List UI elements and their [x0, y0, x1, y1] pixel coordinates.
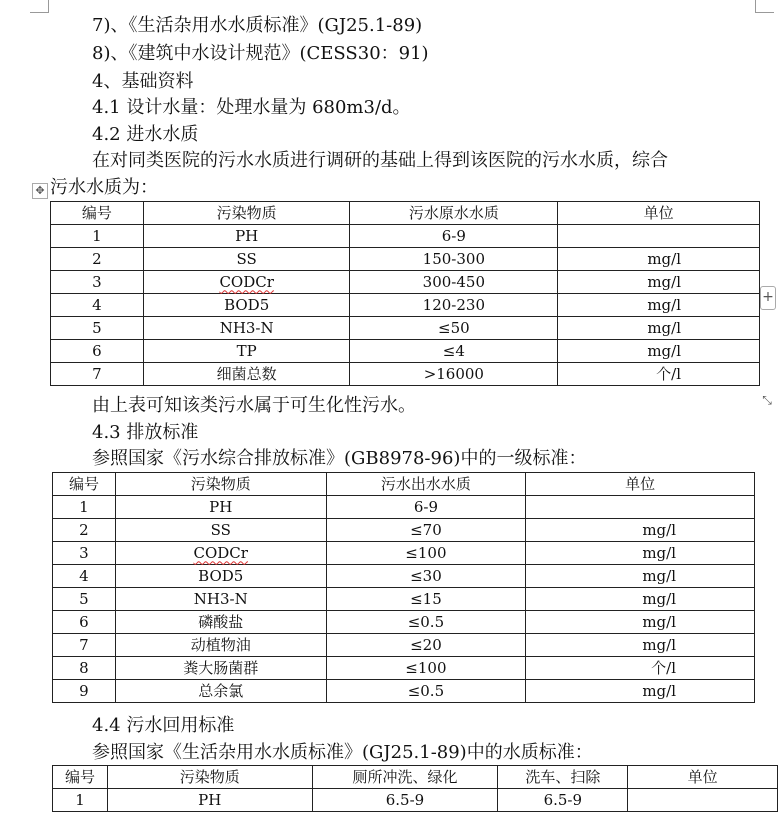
table-cell: ≤4 — [350, 340, 558, 363]
table-row — [53, 657, 755, 680]
effluent-quality-table — [52, 472, 755, 703]
table-cell: 9 — [53, 680, 116, 703]
paragraph-table1-conclusion: 由上表可知该类污水属于可生化性污水。 — [92, 395, 416, 416]
header-cell-id: 编号 — [53, 766, 108, 789]
header-cell-unit: 单位 — [628, 766, 778, 789]
section-heading-discharge: 4.3 排放标准 — [92, 422, 199, 443]
table-header-row — [53, 766, 778, 789]
table-cell: 总余氯 — [115, 680, 326, 703]
table-row — [53, 565, 755, 588]
table-cell — [143, 271, 350, 294]
table-cell: mg/l — [526, 680, 755, 703]
table-cell: mg/l — [558, 248, 760, 271]
table-cell: 2 — [51, 248, 144, 271]
paragraph-discharge-standard: 参照国家《污水综合排放标准》(GB8978-96)中的一级标准： — [92, 448, 587, 469]
table-cell: NH3-N — [115, 588, 326, 611]
section-heading-basic-data: 4、基础资料 — [92, 71, 194, 92]
table-cell: 5 — [51, 317, 144, 340]
table-cell: mg/l — [526, 542, 755, 565]
header-cell-pollutant: 污染物质 — [107, 766, 312, 789]
table-row — [53, 634, 755, 657]
table-cell: 1 — [53, 496, 116, 519]
table-cell: 4 — [51, 294, 144, 317]
table-cell — [115, 542, 326, 565]
paragraph-design-flow: 4.1 设计水量：处理水量为 680m3/d。 — [92, 97, 411, 118]
header-cell-id: 编号 — [51, 202, 144, 225]
table-row — [53, 588, 755, 611]
table-cell: 磷酸盐 — [115, 611, 326, 634]
table-cell: ≤50 — [350, 317, 558, 340]
header-cell-quality: 污水出水水质 — [326, 473, 526, 496]
table-row — [53, 789, 778, 812]
table-cell: 6.5-9 — [312, 789, 498, 812]
table-cell — [526, 496, 755, 519]
table-cell: PH — [115, 496, 326, 519]
table-cell: 2 — [53, 519, 116, 542]
table-cell: mg/l — [526, 611, 755, 634]
header-cell-pollutant: 污染物质 — [143, 202, 350, 225]
resize-diagonal-icon[interactable]: ⤡ — [762, 393, 772, 407]
page-corner-mark-right — [755, 0, 774, 13]
table-row — [53, 542, 755, 565]
table-cell: BOD5 — [115, 565, 326, 588]
table-cell: 300-450 — [350, 271, 558, 294]
table-cell: ≤30 — [326, 565, 526, 588]
table-cell: 个/l — [526, 657, 755, 680]
table-cell: 150-300 — [350, 248, 558, 271]
header-cell-id: 编号 — [53, 473, 116, 496]
table-cell — [628, 789, 778, 812]
paragraph-reuse-standard: 参照国家《生活杂用水水质标准》(GJ25.1-89)中的水质标准： — [92, 742, 593, 763]
header-cell-toilet-greening: 厕所冲洗、绿化 — [312, 766, 498, 789]
table-cell: BOD5 — [143, 294, 350, 317]
paragraph-influent-intro-cont: 污水水质为： — [50, 177, 158, 198]
table-cell: 个/l — [558, 363, 760, 386]
paragraph-standard-8: 8)、《建筑中水设计规范》(CESS30：91) — [92, 43, 429, 64]
table-header-row — [53, 473, 755, 496]
table-cell: ≤15 — [326, 588, 526, 611]
influent-quality-table — [50, 201, 760, 386]
table-cell: 6 — [53, 611, 116, 634]
table-header-row — [51, 202, 760, 225]
table-cell: mg/l — [558, 271, 760, 294]
table-cell: mg/l — [558, 294, 760, 317]
table-cell: NH3-N — [143, 317, 350, 340]
table-cell: SS — [143, 248, 350, 271]
move-arrows-icon[interactable]: ✥ — [32, 183, 48, 199]
table-row — [51, 271, 760, 294]
table-cell: SS — [115, 519, 326, 542]
table-cell: 3 — [51, 271, 144, 294]
paragraph-influent-intro: 在对同类医院的污水水质进行调研的基础上得到该医院的污水水质，综合 — [92, 150, 668, 171]
header-cell-pollutant: 污染物质 — [115, 473, 326, 496]
table-row — [53, 611, 755, 634]
table-cell: 粪大肠菌群 — [115, 657, 326, 680]
header-cell-car-wash: 洗车、扫除 — [498, 766, 628, 789]
reuse-quality-table — [52, 765, 778, 812]
plus-icon[interactable]: + — [760, 286, 776, 310]
spellcheck-underlined-text: CODCr — [193, 543, 248, 562]
table-cell: mg/l — [526, 588, 755, 611]
table-row — [51, 363, 760, 386]
table-cell: PH — [107, 789, 312, 812]
section-heading-influent: 4.2 进水水质 — [92, 124, 199, 145]
table-row — [51, 225, 760, 248]
table-cell: ≤0.5 — [326, 680, 526, 703]
table-cell: 6-9 — [326, 496, 526, 519]
spellcheck-underlined-text: CODCr — [219, 272, 274, 291]
table-cell: ≤0.5 — [326, 611, 526, 634]
table-cell: 细菌总数 — [143, 363, 350, 386]
table-cell: ≤70 — [326, 519, 526, 542]
table-cell: mg/l — [526, 634, 755, 657]
header-cell-unit: 单位 — [526, 473, 755, 496]
header-cell-unit: 单位 — [558, 202, 760, 225]
table-cell: ≤100 — [326, 542, 526, 565]
table-cell: 6.5-9 — [498, 789, 628, 812]
table-cell: 1 — [53, 789, 108, 812]
page-corner-mark-left — [30, 0, 49, 13]
table-cell: mg/l — [526, 519, 755, 542]
table-cell: 8 — [53, 657, 116, 680]
section-heading-reuse: 4.4 污水回用标准 — [92, 715, 235, 736]
table-cell: mg/l — [526, 565, 755, 588]
table-row — [53, 519, 755, 542]
table-row — [53, 496, 755, 519]
table-cell: 7 — [51, 363, 144, 386]
paragraph-standard-7: 7)、《生活杂用水水质标准》(GJ25.1-89) — [92, 15, 423, 36]
table-cell: 5 — [53, 588, 116, 611]
table-cell: 1 — [51, 225, 144, 248]
table-cell: TP — [143, 340, 350, 363]
table-row — [53, 680, 755, 703]
header-cell-quality: 污水原水水质 — [350, 202, 558, 225]
table-cell: ≤20 — [326, 634, 526, 657]
table-cell: >16000 — [350, 363, 558, 386]
table-cell: 6 — [51, 340, 144, 363]
table-row — [51, 294, 760, 317]
table-cell: 4 — [53, 565, 116, 588]
table-cell: 动植物油 — [115, 634, 326, 657]
table-cell: mg/l — [558, 340, 760, 363]
table-row — [51, 248, 760, 271]
table-cell: ≤100 — [326, 657, 526, 680]
table-cell: 120-230 — [350, 294, 558, 317]
table-cell: PH — [143, 225, 350, 248]
table-cell: 7 — [53, 634, 116, 657]
table-cell: mg/l — [558, 317, 760, 340]
table-cell: 3 — [53, 542, 116, 565]
table-cell: 6-9 — [350, 225, 558, 248]
table-row — [51, 340, 760, 363]
table-row — [51, 317, 760, 340]
table-cell — [558, 225, 760, 248]
